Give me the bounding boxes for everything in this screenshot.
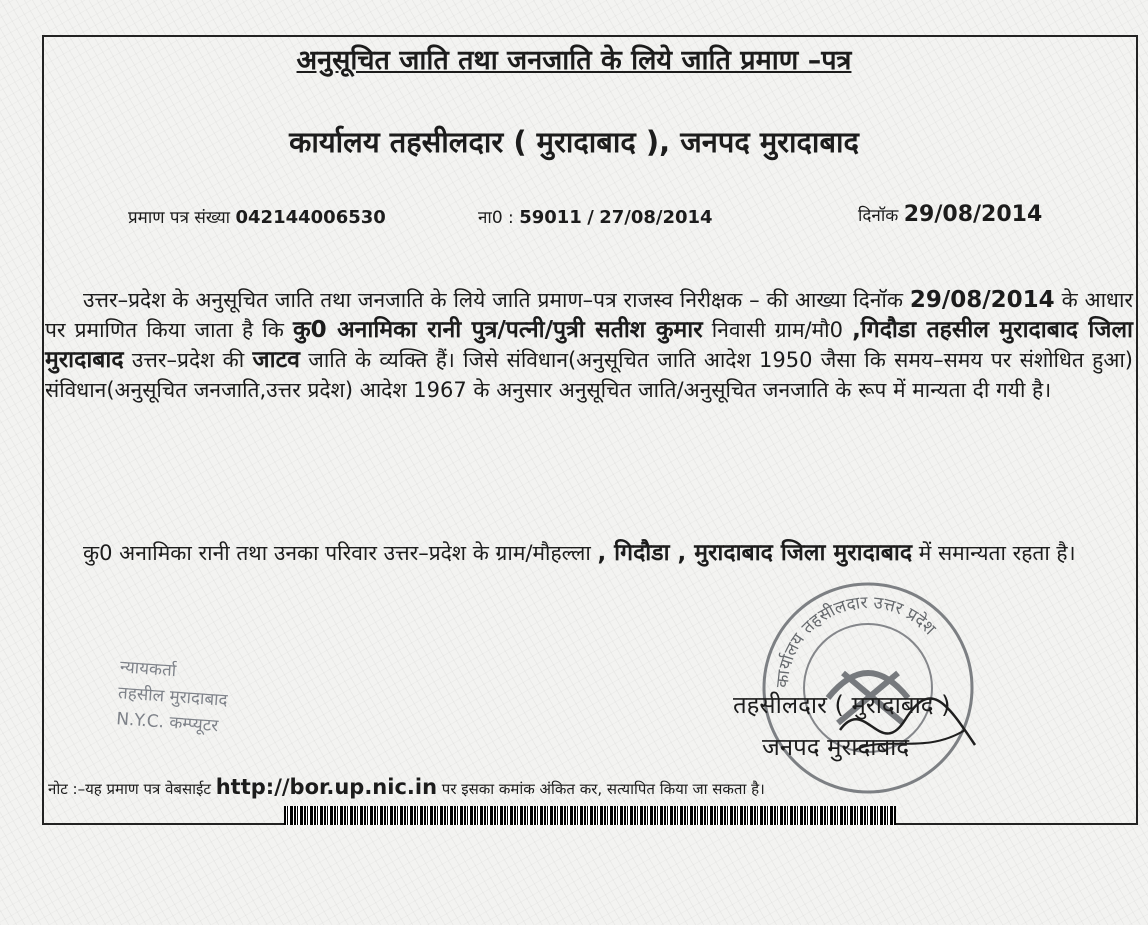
stamp-line-3: N.Y.C. कम्प्यूटर (115, 709, 219, 737)
office-heading: कार्यालय तहसीलदार ( मुरादाबाद ), जनपद मुरादाबाद (289, 125, 859, 159)
reference-separator: / (587, 207, 594, 228)
reference-date: 27/08/2014 (599, 207, 713, 228)
para2-text-2: में समान्यता रहता है। (912, 541, 1076, 565)
reference-row (478, 205, 713, 228)
signature-designation: तहसीलदार ( मुरादाबाद ) (733, 691, 951, 719)
report-date: 29/08/2014 (909, 287, 1055, 313)
residence-paragraph (45, 538, 1133, 568)
issue-date-label: दिनॉक (858, 206, 899, 226)
issue-date: 29/08/2014 (903, 202, 1043, 227)
certificate-number: 042144006530 (235, 207, 386, 228)
certification-paragraph (45, 285, 1133, 405)
verification-url: http://bor.up.nic.in (215, 775, 438, 799)
residence-place: , गिदौडा , मुरादाबाद जिला मुरादाबाद (597, 540, 913, 566)
holder-name: कु0 अनामिका रानी पुत्र/पत्नी/पुत्री सतीश कुमार (292, 317, 703, 343)
barcode (284, 806, 896, 825)
certificate-number-row (128, 205, 386, 228)
seal-text: कार्यालय तहसीलदार उत्तर प्रदेश (772, 592, 940, 689)
para1-text-3: निवासी ग्राम/मौ0 (702, 318, 853, 342)
note-prefix: नोट :–यह प्रमाण पत्र वेबसाईट (48, 780, 211, 798)
para1-text-4: उत्तर–प्रदेश की (123, 348, 253, 372)
handwritten-signature (835, 690, 985, 770)
reference-label: ना0 : (478, 208, 514, 228)
caste-name: जाटव (252, 347, 300, 373)
certificate-title: अनुसूचित जाति तथा जनजाति के लिये जाति प्रमाण –पत्र (296, 45, 852, 76)
stamp-line-1: न्यायकर्ता (119, 657, 177, 682)
para1-text-1: उत्तर–प्रदेश के अनुसूचित जाति तथा जनजाति के लिये जाति प्रमाण–पत्र राजस्व निरीक्षक – की आख्या दिनॉक (83, 288, 910, 312)
note-suffix: पर इसका कमांक अंकित कर, सत्यापित किया जा सकता है। (441, 780, 765, 798)
verification-note (48, 775, 765, 799)
issue-date-row (858, 202, 1042, 227)
stamp-line-2: तहसील मुरादाबाद (117, 683, 229, 711)
reference-number: 59011 (519, 207, 582, 228)
certificate-number-label: प्रमाण पत्र संख्या (128, 208, 231, 228)
computer-stamp (115, 654, 230, 739)
holder-residence: ,गिदौडा तहसील मुरादाबाद जिला मुरादाबाद (45, 317, 1134, 373)
para1-text-5: जाति के व्यक्ति हैं। जिसे संविधान(अनुसूचित जाति आदेश 1950 जैसा कि समय–समय पर संशोधित हुआ) संविधान(अनुसूचित जनजाति,उत्तर प्रदेश) आदेश 1967 के अनुसार अनुसूचित जाति/अनुसूचित जनजाति के रूप में मान्यता दी गयी है। (45, 348, 1133, 402)
para1-text-2: के आधार पर प्रमाणित किया जाता है कि (45, 288, 1133, 342)
para2-text-1: कु0 अनामिका रानी तथा उनका परिवार उत्तर–प्रदेश के ग्राम/मौहल्ला (83, 541, 598, 565)
signature-district: जनपद मुरादाबाद (762, 733, 910, 761)
